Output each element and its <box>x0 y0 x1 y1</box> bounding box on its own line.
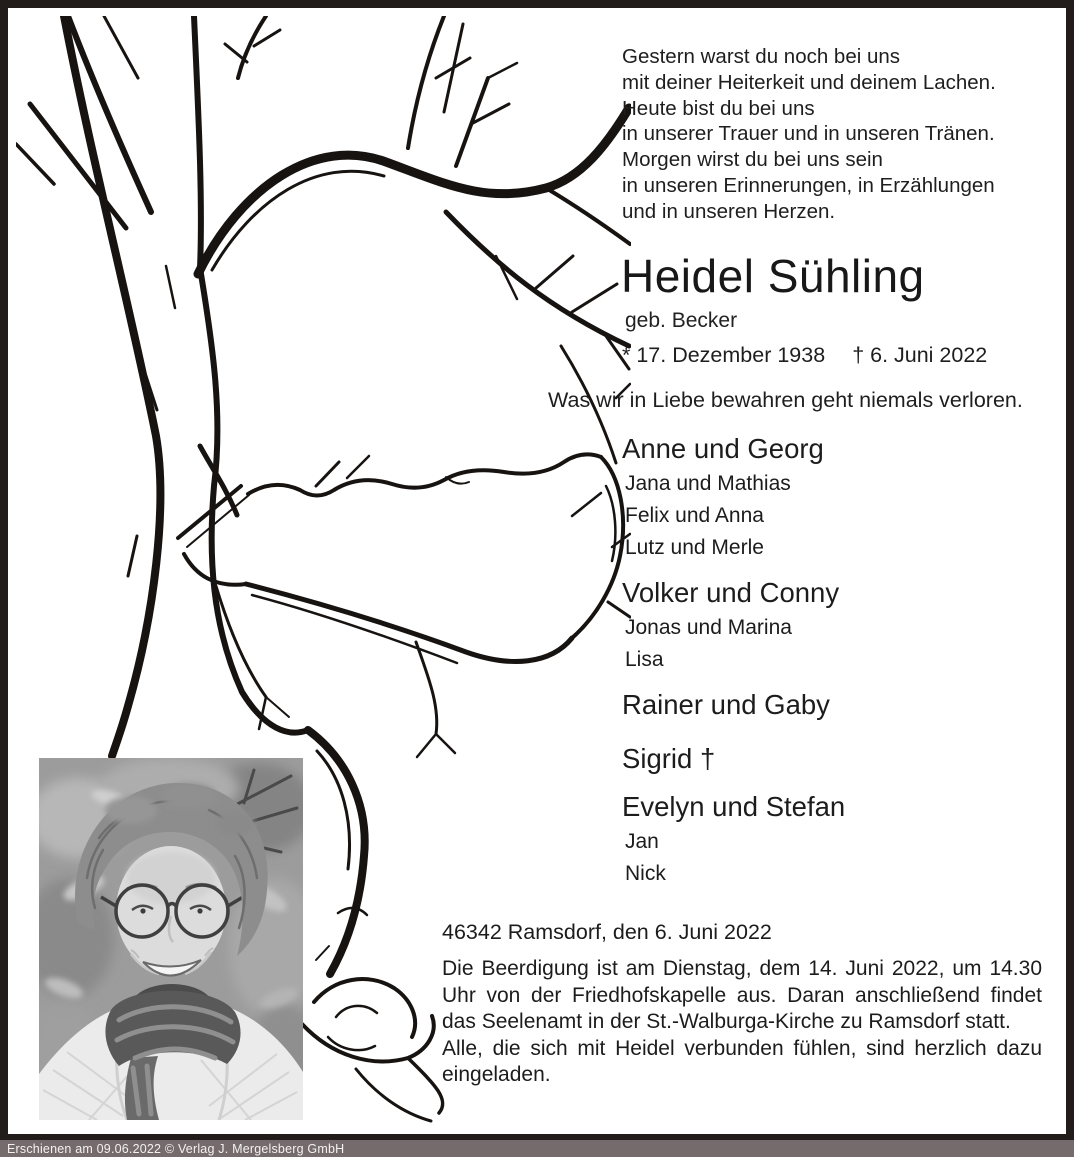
poem-line: und in unseren Herzen. <box>622 199 836 223</box>
motto-line: Was wir in Liebe bewahren geht niemals verloren. <box>548 388 1023 412</box>
mourner-name: Volker und Conny <box>622 577 840 608</box>
mourner-name: Evelyn und Stefan <box>622 791 846 822</box>
mourner-name: Jonas und Marina <box>625 616 792 639</box>
funeral-info <box>442 956 1042 1089</box>
mourner-name: Lisa <box>625 648 664 671</box>
deceased-name: Heidel Sühling <box>621 250 925 302</box>
place-date-line: 46342 Ramsdorf, den 6. Juni 2022 <box>442 920 772 944</box>
deceased-dates <box>622 343 987 368</box>
portrait-photo-svg <box>39 758 303 1120</box>
mourner-name: Anne und Georg <box>622 433 824 464</box>
portrait-photo <box>39 758 303 1120</box>
invitation-paragraph: Alle, die sich mit Heidel verbunden fühlen, sind herzlich dazu eingeladen. <box>442 1036 1042 1087</box>
mourner-name: Jana und Mathias <box>625 472 791 495</box>
mourner-name: Felix und Anna <box>625 504 764 527</box>
publisher-footer-bar <box>0 1140 1074 1157</box>
publisher-footer-text: Erschienen am 09.06.2022 © Verlag J. Mergelsberg GmbH <box>7 1141 345 1156</box>
mourner-name: Nick <box>625 862 666 885</box>
poem-line: Morgen wirst du bei uns sein <box>622 148 883 172</box>
deceased-birth-name: geb. Becker <box>625 309 738 332</box>
poem-line: mit deiner Heiterkeit und deinem Lachen. <box>622 70 996 94</box>
mourners-list <box>622 428 1074 908</box>
mourner-name: Sigrid † <box>622 743 716 774</box>
mourner-name: Rainer und Gaby <box>622 689 830 720</box>
poem-line: Heute bist du bei uns <box>622 96 815 120</box>
mourner-name: Lutz und Merle <box>625 536 764 559</box>
poem-line: in unseren Erinnerungen, in Erzählungen <box>622 173 995 197</box>
memorial-poem <box>622 44 996 225</box>
poem-line: Gestern warst du noch bei uns <box>622 45 901 68</box>
poem-line: in unserer Trauer und in unseren Tränen. <box>622 122 995 146</box>
mourner-name: Jan <box>625 830 659 853</box>
birth-date: * 17. Dezember 1938 <box>622 343 826 367</box>
funeral-paragraph: Die Beerdigung ist am Dienstag, dem 14. Juni 2022, um 14.30 Uhr von der Friedhofskapelle aus. Daran anschließend findet das Seelenamt in der St.-Walburga-Kirche zu Ramsdorf statt. <box>442 957 1042 1034</box>
death-date: † 6. Juni 2022 <box>852 343 988 367</box>
